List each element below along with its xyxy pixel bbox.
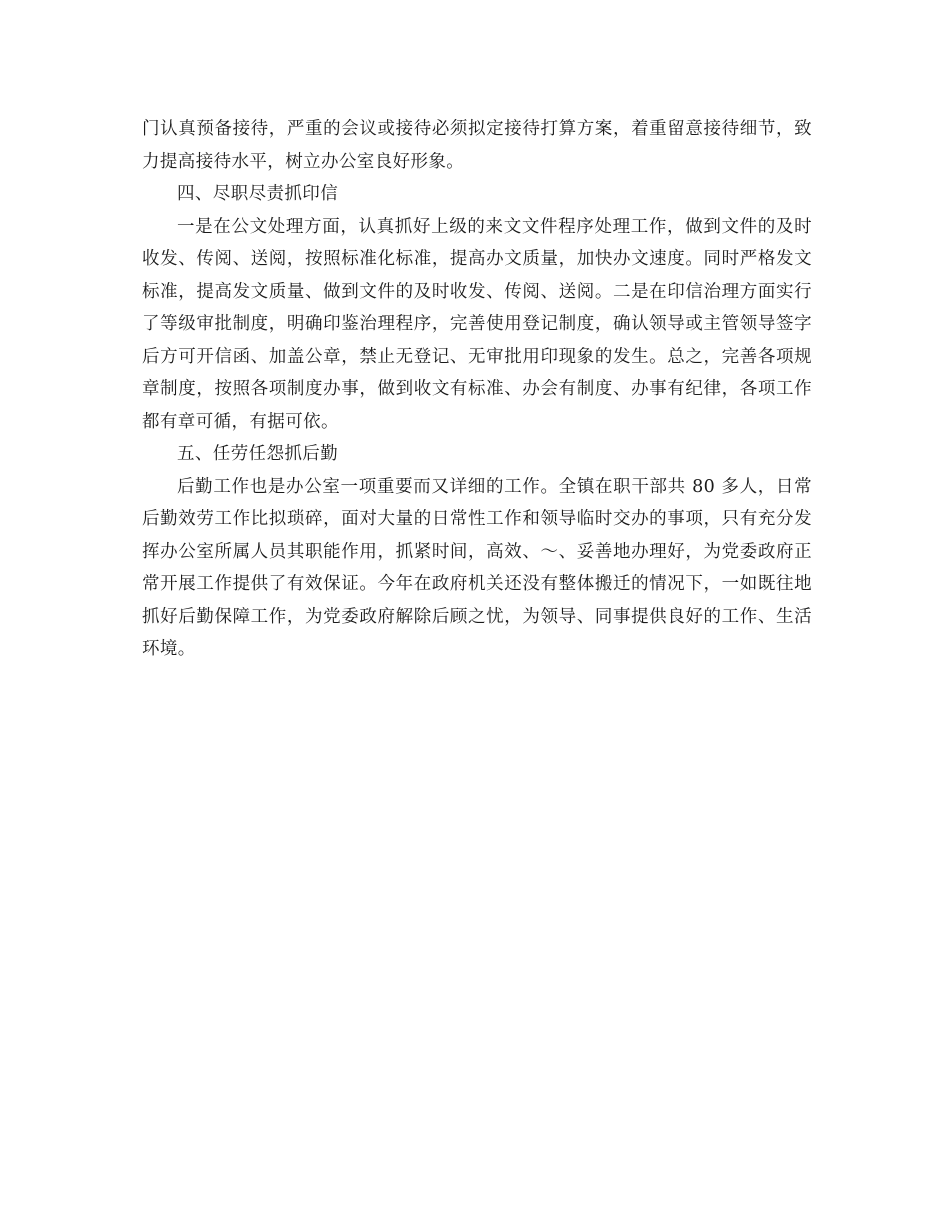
body-paragraph: 后勤工作也是办公室一项重要而又详细的工作。全镇在职干部共 80 多人，日常后勤效劳工作比拟琐碎，面对大量的日常性工作和领导临时交办的事项，只有充分发挥办公室所属人员其职能作用，抓紧时间，高效、～、妥善地办理好，为党委政府正常开展工作提供了有效保证。今年在政府机关还没有整体搬迁的情况下，一如既往地抓好后勤保障工作，为党委政府解除后顾之忧，为领导、同事提供良好的工作、生活环境。 [142, 476, 812, 659]
body-paragraph: 门认真预备接待，严重的会议或接待必须拟定接待打算方案，着重留意接待细节，致力提高接待水平，树立办公室良好形象。 [142, 119, 812, 172]
body-paragraph: 一是在公文处理方面，认真抓好上级的来文文件程序处理工作，做到文件的及时收发、传阅、送阅，按照标准化标准，提高办文质量，加快办文速度。同时严格发文标准，提高发文质量、做到文件的及时收发、传阅、送阅。二是在印信治理方面实行了等级审批制度，明确印鉴治理程序，完善使用登记制度，确认领导或主管领导签字后方可开信函、加盖公章，禁止无登记、无审批用印现象的发生。总之，完善各项规章制度，按照各项制度办事，做到收文有标准、办会有制度、办事有纪律，各项工作都有章可循，有据可依。 [142, 216, 812, 432]
section-heading-logistics: 五、任劳任怨抓后勤 [177, 444, 339, 464]
section-heading-seal-management: 四、尽职尽责抓印信 [177, 184, 339, 204]
document-body [142, 113, 812, 666]
